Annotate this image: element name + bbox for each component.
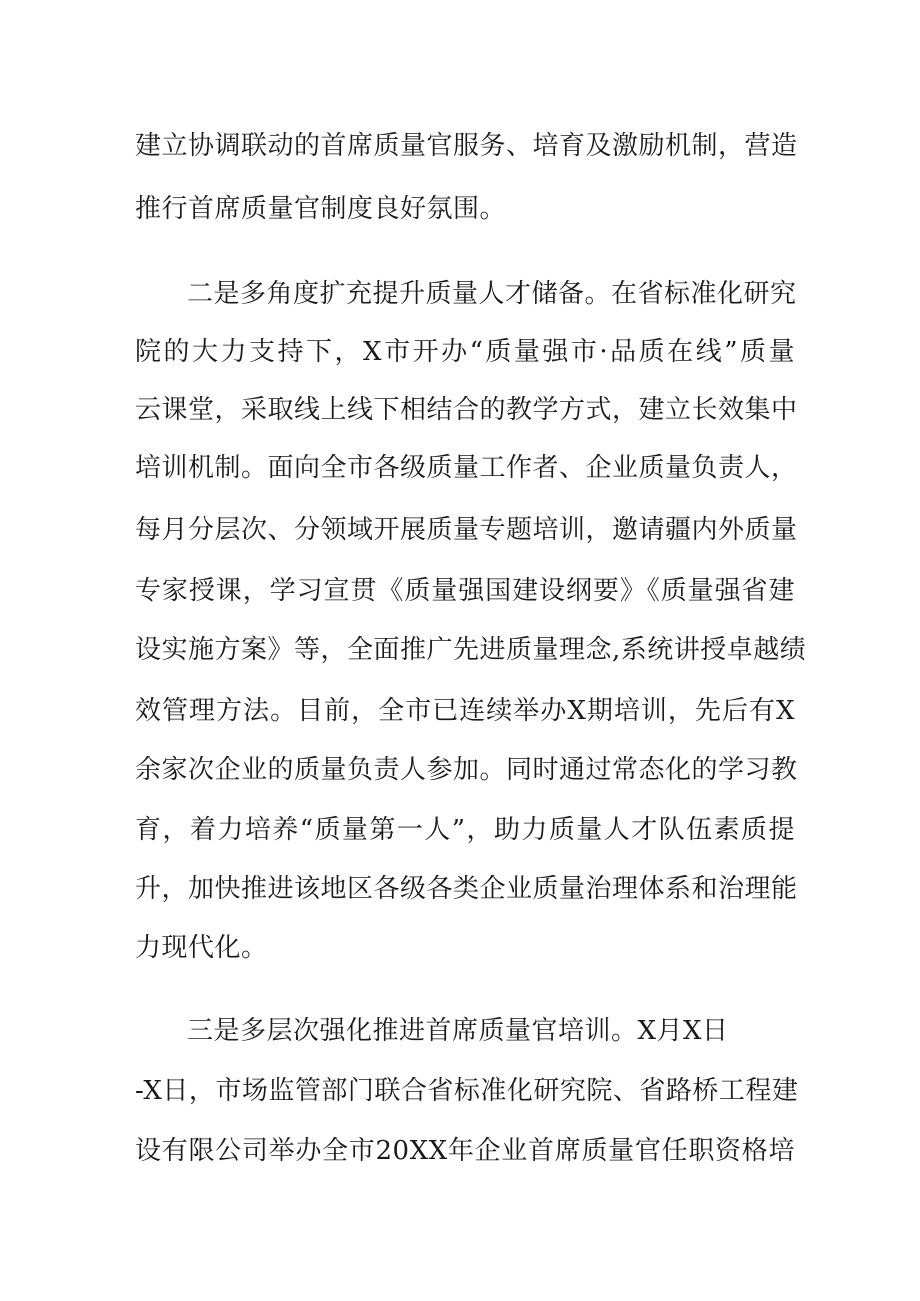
paragraph-2-line-11: 升，加快推进该地区各级各类企业质量治理体系和治理能 bbox=[135, 874, 798, 904]
paragraph-2-line-4: 培训机制。面向全市各级质量工作者、企业质量负责人， bbox=[135, 453, 798, 483]
paragraph-2-line-5: 每月分层次、分领域开展质量专题培训，邀请疆内外质量 bbox=[135, 515, 798, 545]
paragraph-2-line-3: 云课堂，采取线上线下相结合的教学方式，建立长效集中 bbox=[135, 395, 798, 425]
paragraph-3-line-3: 设有限公司举办全市20XX年企业首席质量官任职资格培 bbox=[135, 1136, 795, 1166]
paragraph-2-line-10: 育，着力培养“质量第一人”，助力质量人才队伍素质提 bbox=[135, 815, 795, 845]
paragraph-3-line-1: 三是多层次强化推进首席质量官培训。X月X日 bbox=[187, 1016, 729, 1046]
paragraph-2-line-7: 设实施方案》等，全面推广先进质量理念,系统讲授卓越绩 bbox=[135, 635, 807, 665]
paragraph-1-line-1: 建立协调联动的首席质量官服务、培育及激励机制，营造 bbox=[135, 131, 798, 161]
paragraph-2-line-1: 二是多角度扩充提升质量人才储备。在省标准化研究 bbox=[187, 279, 797, 309]
paragraph-2-line-12: 力现代化。 bbox=[135, 933, 268, 963]
paragraph-3-line-2: -X日，市场监管部门联合省标准化研究院、省路桥工程建 bbox=[135, 1076, 799, 1106]
paragraph-2-line-2: 院的大力支持下，X市开办“质量强市·品质在线”质量 bbox=[135, 337, 795, 367]
paragraph-2-line-6: 专家授课，学习宣贯《质量强国建设纲要》《质量强省建 bbox=[135, 576, 795, 606]
paragraph-1-line-2: 推行首席质量官制度良好氛围。 bbox=[135, 194, 507, 224]
paragraph-2-line-8: 效管理方法。目前，全市已连续举办X期培训，先后有X bbox=[135, 696, 795, 726]
paragraph-2-line-9: 余家次企业的质量负责人参加。同时通过常态化的学习教 bbox=[135, 755, 798, 785]
